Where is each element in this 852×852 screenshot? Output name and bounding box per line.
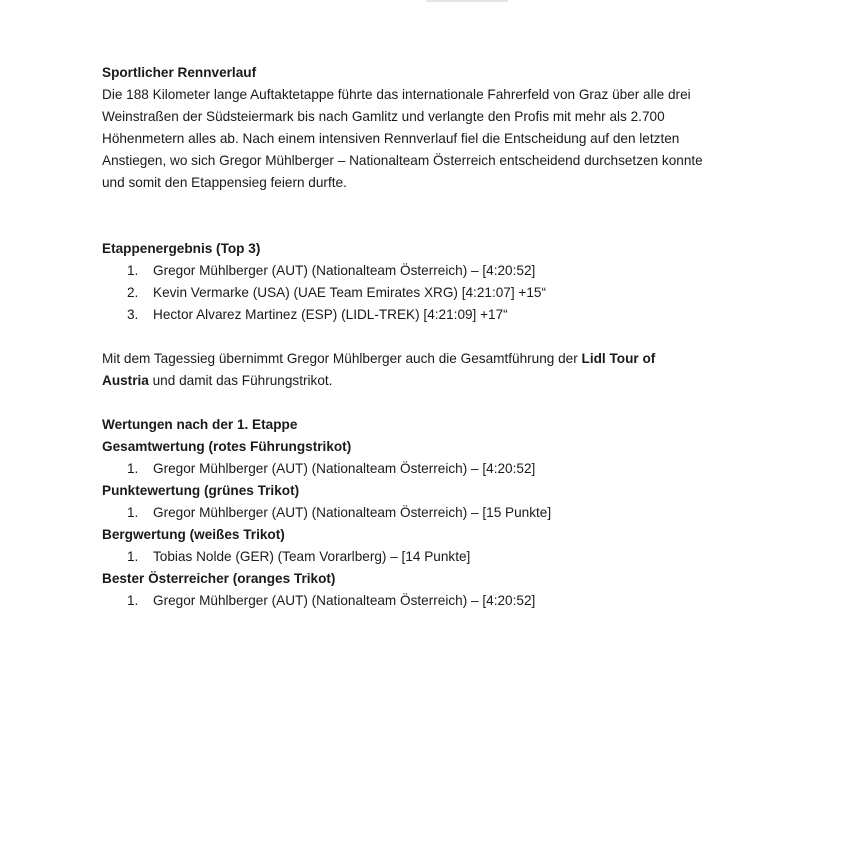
list-item bbox=[102, 502, 762, 524]
classification-list bbox=[102, 458, 762, 480]
list-item bbox=[102, 458, 762, 480]
race-name-bold: Lidl Tour of bbox=[581, 351, 656, 366]
race-section-paragraph bbox=[102, 84, 762, 194]
paragraph-line: Die 188 Kilometer lange Auftaktetappe führte das internationale Fahrerfeld von Graz über alle drei bbox=[102, 87, 691, 102]
paragraph-line: Anstiegen, wo sich Gregor Mühlberger – Nationalteam Österreich entscheidend durchsetzen konnte bbox=[102, 153, 703, 168]
list-number: 1. bbox=[127, 263, 139, 278]
list-number: 1. bbox=[127, 549, 139, 564]
list-text: Hector Alvarez Martinez (ESP) (LIDL-TREK) [4:21:09] +17“ bbox=[153, 307, 508, 322]
list-number: 3. bbox=[127, 307, 139, 322]
list-text: Gregor Mühlberger (AUT) (Nationalteam Österreich) – [15 Punkte] bbox=[153, 505, 552, 520]
classification-list bbox=[102, 590, 762, 612]
list-number: 1. bbox=[127, 505, 139, 520]
race-section-heading: Sportlicher Rennverlauf bbox=[102, 65, 257, 80]
document-body bbox=[102, 62, 762, 612]
list-text: Tobias Nolde (GER) (Team Vorarlberg) – [14 Punkte] bbox=[153, 549, 471, 564]
list-text: Kevin Vermarke (USA) (UAE Team Emirates XRG) [4:21:07] +15“ bbox=[153, 285, 546, 300]
list-text: Gregor Mühlberger (AUT) (Nationalteam Österreich) – [4:20:52] bbox=[153, 461, 536, 476]
note-text: und damit das Führungstrikot. bbox=[148, 373, 333, 388]
list-text: Gregor Mühlberger (AUT) (Nationalteam Österreich) – [4:20:52] bbox=[153, 593, 536, 608]
classification-title: Gesamtwertung (rotes Führungstrikot) bbox=[102, 439, 352, 454]
classification-list bbox=[102, 546, 762, 568]
list-item bbox=[102, 282, 762, 304]
classification-title: Bergwertung (weißes Trikot) bbox=[102, 527, 285, 542]
race-name-bold: Austria bbox=[102, 373, 149, 388]
list-number: 2. bbox=[127, 285, 139, 300]
list-item bbox=[102, 304, 762, 326]
paragraph-line: Höhenmetern alles ab. Nach einem intensiven Rennverlauf fiel die Entscheidung auf den letzten bbox=[102, 131, 680, 146]
classification-title: Bester Österreicher (oranges Trikot) bbox=[102, 571, 336, 586]
paragraph-line: und somit den Etappensieg feiern durfte. bbox=[102, 175, 347, 190]
list-item bbox=[102, 260, 762, 282]
classification-list bbox=[102, 502, 762, 524]
list-item bbox=[102, 590, 762, 612]
header-mark bbox=[426, 0, 508, 2]
overall-note bbox=[102, 348, 762, 392]
stage-result-list bbox=[102, 260, 762, 326]
note-text: Mit dem Tagessieg übernimmt Gregor Mühlberger auch die Gesamtführung der bbox=[102, 351, 582, 366]
classification-title: Punktewertung (grünes Trikot) bbox=[102, 483, 300, 498]
stage-result-heading: Etappenergebnis (Top 3) bbox=[102, 241, 261, 256]
list-item bbox=[102, 546, 762, 568]
classifications-heading: Wertungen nach der 1. Etappe bbox=[102, 417, 298, 432]
list-text: Gregor Mühlberger (AUT) (Nationalteam Österreich) – [4:20:52] bbox=[153, 263, 536, 278]
paragraph-line: Weinstraßen der Südsteiermark bis nach Gamlitz und verlangte den Profis mit mehr als 2.700 bbox=[102, 109, 665, 124]
list-number: 1. bbox=[127, 461, 139, 476]
list-number: 1. bbox=[127, 593, 139, 608]
